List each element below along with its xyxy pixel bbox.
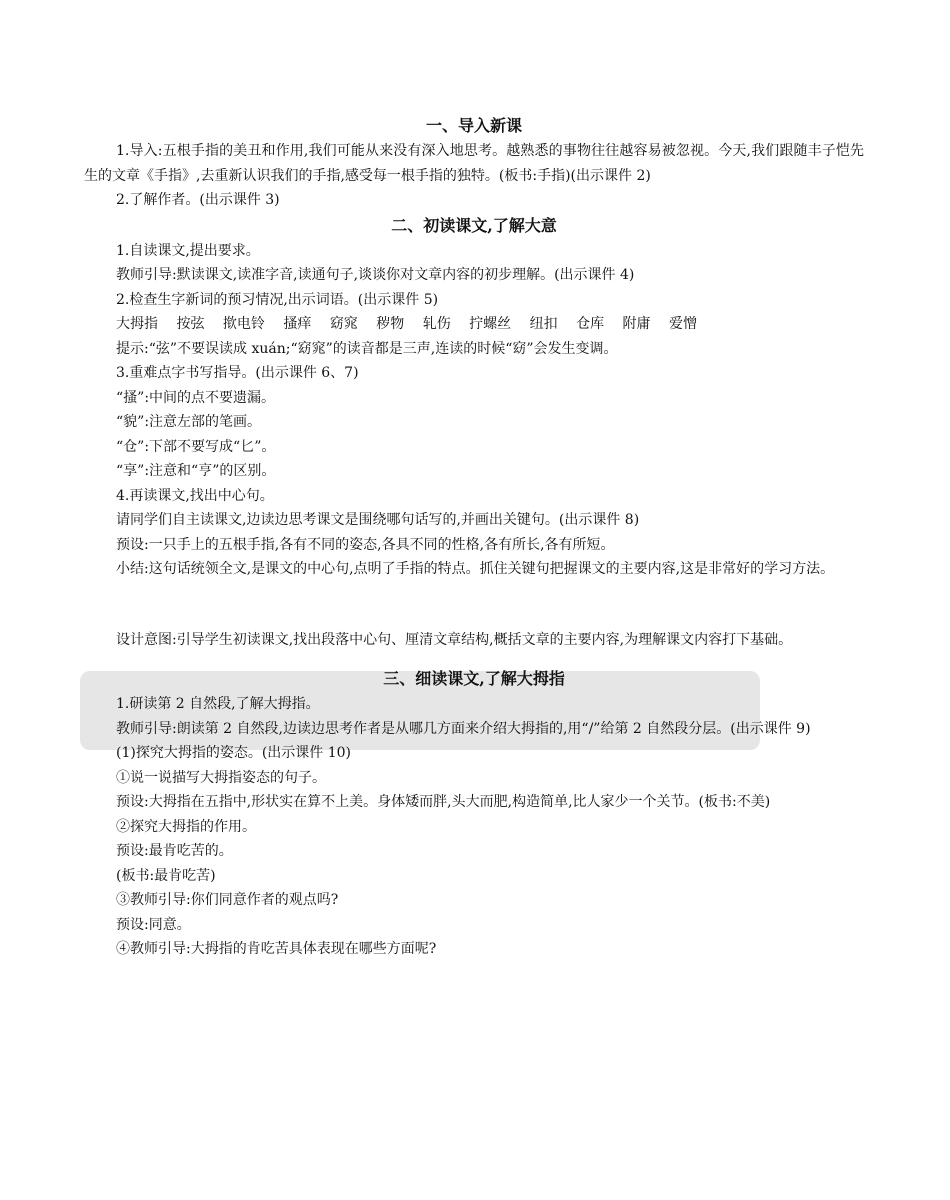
paragraph: (1)探究大拇指的姿态。(出示课件 10) [116,745,352,761]
vocab-word: 拧螺丝 [469,316,512,332]
vocab-word: 揿电铃 [222,316,265,332]
paragraph: 教师引导:朗读第 2 自然段,边读边思考作者是从哪几方面来介绍大拇指的,用“/”给第 2 自然段分层。(出示课件 9) [116,720,811,737]
paragraph: 预设:最肯吃苦的。 [116,843,233,859]
lesson-document [84,113,864,962]
section-title-first-reading: 二、初读课文,了解大意 [391,215,557,235]
paragraph: 预设:一只手上的五根手指,各有不同的姿态,各具不同的性格,各有所长,各有所短。 [116,536,615,553]
vocab-word: 轧伤 [422,316,451,332]
paragraph: 小结:这句话统领全文,是课文的中心句,点明了手指的特点。抓住关键句把握课文的主要内容,这是非常好的学习方法。 [116,561,835,577]
paragraph: 1.研读第 2 自然段,了解大拇指。 [116,696,320,712]
paragraph: 4.再读课文,找出中心句。 [116,487,274,504]
paragraph: ③教师引导:你们同意作者的观点吗? [116,892,339,908]
vocab-word: 窈窕 [329,316,358,332]
vocab-word: 大拇指 [116,316,158,332]
paragraph: 1.导入:五根手指的美丑和作用,我们可能从来没有深入地思考。越熟悉的事物往往越容易被忽视。今天,我们跟随丰子恺先生的文章《手指》,去重新认识我们的手指,感受每一根手指的独特。(板书:手指)(出示课件 2) [84,143,864,184]
paragraph: 提示:“弦”不要误读成 xuán;“窈窕”的读音都是三声,连读的时候“窈”会发生变调。 [116,340,618,357]
paragraph: “貌”:注意左部的笔画。 [116,414,262,430]
paragraph: (板书:最肯吃苦) [116,867,216,884]
paragraph: 3.重难点字书写指导。(出示课件 6、7) [116,365,359,381]
paragraph: 教师引导:默读课文,读准字音,读通句子,谈谈你对文章内容的初步理解。(出示课件 4) [116,267,635,283]
paragraph: “仓”:下部不要写成“匕”。 [116,438,276,455]
section-title-close-reading: 三、细读课文,了解大拇指 [383,669,565,688]
design-intent: 设计意图:引导学生初读课文,找出段落中心句、厘清文章结构,概括文章的主要内容,为理解课文内容打下基础。 [116,631,793,648]
paragraph: 2.了解作者。(出示课件 3) [116,192,280,208]
paragraph: “享”:注意和“亨”的区别。 [116,463,276,479]
paragraph: ④教师引导:大拇指的肯吃苦具体表现在哪些方面呢? [116,941,437,957]
section-title-intro: 一、导入新课 [425,116,522,135]
vocab-word: 附庸 [622,316,651,332]
paragraph: ②探究大拇指的作用。 [116,818,256,835]
paragraph: 预设:大拇指在五指中,形状实在算不上美。身体矮而胖,头大而肥,构造简单,比人家少一个关节。(板书:不美) [116,794,771,810]
vocab-word: 搔痒 [283,316,312,332]
paragraph: “搔”:中间的点不要遗漏。 [116,389,276,406]
vocab-word: 秽物 [376,316,405,332]
spacer [84,582,864,628]
vocab-word: 仓库 [576,316,605,332]
spacer [84,652,864,666]
paragraph: 预设:同意。 [116,916,191,933]
paragraph: ①说一说描写大拇指姿态的句子。 [116,769,326,786]
vocab-word: 纽扣 [529,316,558,332]
paragraph: 请同学们自主读课文,边读边思考课文是围绕哪句话写的,并画出关键句。(出示课件 8) [116,512,640,528]
paragraph: 2.检查生字新词的预习情况,出示词语。(出示课件 5) [116,291,439,308]
vocab-word: 按弦 [176,316,205,332]
paragraph: 1.自读课文,提出要求。 [116,242,260,259]
vocabulary-list [84,312,864,337]
vocab-word: 爱憎 [668,316,697,332]
